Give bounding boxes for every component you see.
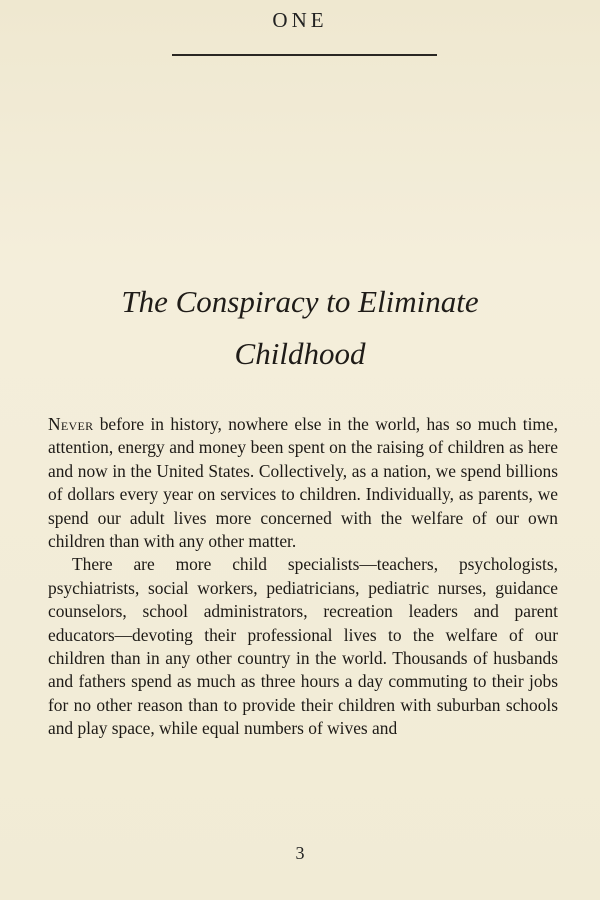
body-text <box>48 413 558 741</box>
paragraph-1-lead-word: Never <box>48 414 94 434</box>
chapter-title-line-2: Childhood <box>234 336 366 371</box>
paragraph-1-text: before in history, nowhere else in the world, has so much time, attention, energy and money been spent on the raising of children as here and now in the United States. Collectively, as a nation, we spend billions of dollars every year on services to children. Individually, as parents, we spend our adult lives more concerned with the welfare of our own children than with any other matter. <box>48 414 558 552</box>
chapter-title-line-1: The Conspiracy to Eliminate <box>121 284 479 319</box>
page-number: 3 <box>295 843 305 863</box>
chapter-label: ONE <box>272 8 328 32</box>
paragraph-2: There are more child specialists—teachers, psychologists, psychiatrists, social workers, pediatricians, pediatric nurses, guidance counselors, school administrators, recreation leaders and parent educators—devoting their professional lives to the welfare of our children than in any other country in the world. Thousands of husbands and fathers spend as much as three hours a day commuting to their jobs for no other reason than to provide their children with suburban schools and play space, while equal numbers of wives and <box>48 554 558 739</box>
chapter-divider-rule <box>172 54 437 56</box>
chapter-title <box>40 276 560 380</box>
paragraph-1 <box>48 413 558 553</box>
